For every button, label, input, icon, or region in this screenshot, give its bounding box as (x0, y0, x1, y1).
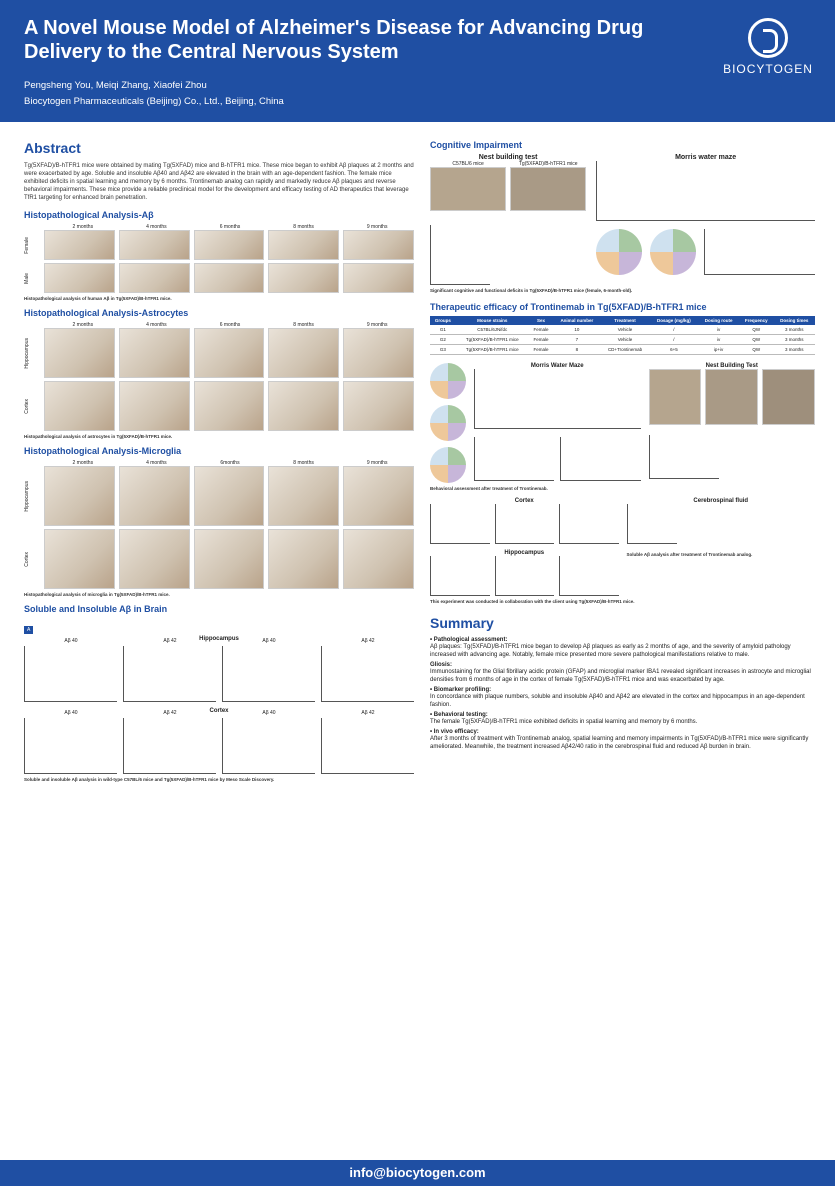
micro-caption: Histopathological analysis of microglia in Tg(5XFAD)/B-hTFR1 mice. (24, 592, 170, 597)
cortex-label: Cortex (209, 708, 229, 714)
chart-hippo-ins-40: Aβ 40 (222, 646, 315, 702)
chart-hippo-sol-40: Aβ 40 (24, 646, 117, 702)
chart-hippo-sol-42: Aβ 42 (123, 646, 216, 702)
astro-cortex-images (44, 381, 414, 431)
panel-a-label: A (24, 626, 33, 634)
logo-icon (748, 18, 788, 58)
nest-score-chart-2 (649, 435, 719, 479)
table-row: G3 Tg(5XFAD)/B-hTFR1 mice Female 8 CD+Trontinemab 6+5 ip+iv QW 3 months (430, 345, 815, 355)
morris2-title: Morris Water Maze (530, 363, 584, 369)
poster-title: A Novel Mouse Model of Alzheimer's Disease for Advancing Drug Delivery to the Central Nervous System (24, 17, 644, 63)
chart-cortex-ins-42: Aβ 42 (321, 718, 414, 774)
soluble-caption: Soluble and insoluble Aβ analysis in wild-type C57BL/6 mice and Tg(5XFAD)/B-hTFR1 mice by Meso Scale Discovery. (24, 777, 275, 782)
abeta-heading: Histopathological Analysis-Aβ (24, 210, 154, 220)
summary-heading: Summary (430, 615, 494, 631)
soluble-heading: Soluble and Insoluble Aβ in Brain (24, 604, 168, 614)
efficacy-panels (430, 363, 815, 483)
nest-title: Nest building test (478, 154, 538, 161)
micro-heading: Histopathological Analysis-Microglia (24, 446, 182, 456)
poster-header (0, 0, 835, 122)
astro-hippo-images (44, 328, 414, 378)
abeta-caption: Histopathological analysis of human Aβ in Tg(5XFAD)/B-hTFR1 mice. (24, 296, 172, 301)
abeta-male-images (44, 263, 414, 293)
chart-hippo-ins-42: Aβ 42 (321, 646, 414, 702)
fluid-panels: Cortex Hippocampus Cerebrospinal fluid Soluble Aβ analysis after treatment of Trontinemab analog. (430, 498, 815, 596)
csf-title: Cerebrospinal fluid (693, 498, 749, 504)
left-column: Abstract Tg(5XFAD)/B-hTFR1 mice were obtained by mating Tg(5XFAD) mice and B-hTFR1 mice. These mice began to exhibit Aβ plaques at 2 months and were exacerbated by age. Soluble and insoluble Aβ40 and Aβ42 are elevated in the brain with an age-dependent fashion. The female mice exhibited deficits in spatial learning and memory by 6 months. Trontinemab analog can rapidly and markedly reduce Aβ plaques and reverse behavioral impairments. These mice provide a reliable preclinical model for the development and efficacy testing of AD therapeutics that leverage TfR1 targeting for enhanced brain penetration. Histopathological Analysis-Aβ 2 months 4 months 6 months 8 months 9 months Female Male Histopathological analysis of human Aβ in Tg(5XFAD)/B-hTFR1 mice. Histopathological Analysis-Astrocytes 2 months 4 months 6 months 8 months 9 months Hippocampus Cortex Histopathological analysis of astrocytes in Tg(5XFAD)/B-hTFR1 mice. Histopathological Analysis-Microglia 2 months 4 months 6months 8 months 9 months Hippocampus Cortex Histopathological analysis of microglia in Tg(5XFAD)/B-hTFR1 mice. Soluble and Insoluble Aβ in Brain A Hippocampus Aβ 40 Aβ 42 Aβ 40 Aβ 42 Cortex Aβ 40 Aβ 42 Aβ 40 Aβ 42 Soluble and insoluble Aβ analysis in wild-type C57BL/6 mice and Tg(5XFAD)/B-hTFR1 mice by Meso Scale Discovery. (24, 140, 414, 782)
abstract-text: Tg(5XFAD)/B-hTFR1 mice were obtained by mating Tg(5XFAD) mice and B-hTFR1 mice. These mice began to exhibit Aβ plaques at 2 months and were exacerbated by age. Soluble and insoluble Aβ40 and Aβ42 are elevated in the brain with an age-dependent fashion. The female mice exhibited deficits in spatial learning and memory by 6 months. Trontinemab analog can rapidly and markedly reduce Aβ plaques and reverse behavioral impairments. These mice provide a reliable preclinical model for the development and efficacy testing of AD therapeutics that leverage TfR1 targeting for enhanced brain penetration. (24, 163, 414, 201)
abeta-female-images (44, 230, 414, 260)
chart-cortex-sol-40: Aβ 40 (24, 718, 117, 774)
fluid-caption: Soluble Aβ analysis after treatment of Trontinemab analog. (626, 552, 753, 557)
logo-text: BIOCYTOGEN (723, 62, 813, 76)
table-row: G1 C57BL/6JNifdc Female 10 Vehicle / iv QW 3 months (430, 325, 815, 335)
behavior-caption: Behavioral assessment after treatment of Trontinemab. (430, 486, 548, 491)
morris-title: Morris water maze (675, 154, 737, 161)
treatment-table: Groups Mouse strains Sex Animal number Treatment Dosage (mg/kg) Dosing route Frequency Dosing times G1 C57BL/6JNifdc Female 10 Vehicle / iv QW 3 months G2 Tg(5XFAD)/B-hTFR1 mice Female 7 Vehicle / iv QW 3 months G3 Tg(5XFAD)/B-hTFR1 mice Female 8 CD+Trontinemab 6+5 ip+iv QW 3 months (430, 316, 815, 355)
nest2-title: Nest Building Test (705, 363, 758, 369)
morris-latency-chart (596, 161, 815, 221)
latency-chart-2 (474, 369, 641, 429)
astro-caption: Histopathological analysis of astrocytes in Tg(5XFAD)/B-hTFR1 mice. (24, 434, 173, 439)
micro-cortex-images (44, 529, 414, 589)
astro-heading: Histopathological Analysis-Astrocytes (24, 308, 189, 318)
biocytogen-logo (718, 18, 818, 102)
abeta-timepoints: 2 months 4 months 6 months 8 months 9 months (72, 224, 388, 230)
micro-hippo-images (44, 466, 414, 526)
footer-email[interactable]: info@biocytogen.com (0, 1160, 835, 1186)
abstract-heading: Abstract (24, 140, 81, 156)
cognitive-caption: Significant cognitive and functional deficits in Tg(5XFAD)/B-hTFR1 mice (female, 6-month-old). (430, 288, 633, 293)
chart-cortex-ins-40: Aβ 40 (222, 718, 315, 774)
cognitive-panels: Nest building test C57BL/6 mice Tg(5XFAD)/B-hTFR1 mice Morris water maze (430, 154, 815, 285)
table-row: G2 Tg(5XFAD)/B-hTFR1 mice Female 7 Vehicle / iv QW 3 months (430, 335, 815, 345)
micro-timepoints: 2 months 4 months 6months 8 months 9 months (72, 460, 388, 466)
hippocampus-label: Hippocampus (199, 636, 239, 642)
affiliation: Biocytogen Pharmaceuticals (Beijing) Co., Ltd., Beijing, China (24, 96, 284, 107)
right-column (430, 140, 815, 751)
summary-list: • Pathological assessment: Aβ plaques: Tg(5XFAD)/B-hTFR1 mice began to develop Aβ plaques as early as 2 months of age, and the severity of amyloid pathology increased with advancing age. Notably, female mice presented more severe pathological manifestations relative to male. Gliosis: Immunostaining for the Glial fibrillary acidic protein (GFAP) and microglial marker IBA1 revealed significant increases in astrocyte and microglial densities from 6 months of age in the cortex of female Tg(5XFAD)/B-hTFR1 mice and was exacerbated by age. • Biomarker profiling: In concordance with plaque numbers, soluble and insoluble Aβ40 and Aβ42 are elevated in the cortex and hippocampus in an age-dependent fashion. • Behavioral testing: The female Tg(5XFAD)/B-hTFR1 mice exhibited deficits in spatial learning and memory by 6 months. • In vivo efficacy: After 3 months of treatment with Trontinemab analog, spatial learning and memory impairments in Tg(5XFAD)/B-hTFR1 mice were significantly ameliorated. Meanwhile, the treatment increased Aβ42/40 ratio in the cerebrospinal fluid and reduced Aβ burden in brain. (430, 637, 811, 750)
collab-note: This experiment was conducted in collaboration with the client using Tg(5XFAD)/B-hTFR1 mice. (430, 599, 635, 604)
chart-cortex-sol-42: Aβ 42 (123, 718, 216, 774)
nest-score-chart (430, 225, 490, 285)
authors: Pengsheng You, Meiqi Zhang, Xiaofei Zhou (24, 80, 207, 91)
therapeutic-heading: Therapeutic efficacy of Trontinemab in Tg(5XFAD)/B-hTFR1 mice (430, 302, 707, 312)
astro-timepoints: 2 months 4 months 6 months 8 months 9 months (72, 322, 388, 328)
cognitive-heading: Cognitive Impairment (430, 140, 523, 150)
